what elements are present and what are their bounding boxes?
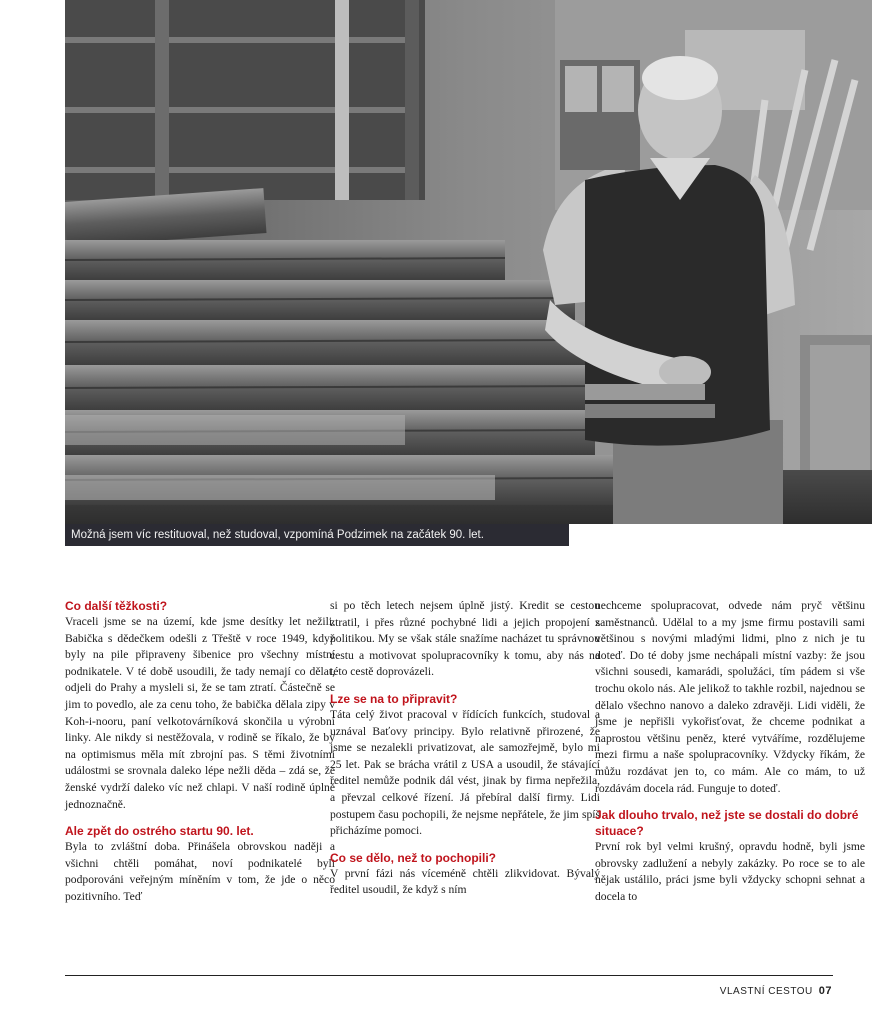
photo-caption: Možná jsem víc restituoval, než studoval, vzpomíná Podzimek na začátek 90. let. xyxy=(65,524,569,546)
page-number: 07 xyxy=(818,985,832,997)
page-footer xyxy=(720,985,832,997)
text-column-2 xyxy=(330,598,600,899)
question-heading: Lze se na to připravit? xyxy=(330,691,458,706)
question-heading: Ale zpět do ostrého startu 90. let. xyxy=(65,824,254,839)
question-heading: Jak dlouho trvalo, než jste se dostali do dobré situace? xyxy=(595,808,859,839)
answer-paragraph: si po těch letech nejsem úplně jistý. Kredit se cestou ztratil, i přes různé pochybné lidi a jejich propojení s politikou. My se však stále snažíme nacházet tu správnou cestu a motivovat spolupracovníky k tomu, aby nás na této cestě doprovázeli. xyxy=(330,599,600,679)
text-column-1 xyxy=(65,598,335,906)
section-name: VLASTNÍ CESTOU xyxy=(719,986,813,997)
question-heading: Co další těžkosti? xyxy=(65,599,168,613)
answer-paragraph: Vraceli jsme se na území, kde jsme desítky let nežili. Babička s dědečkem odešli z Třeště v roce 1949, když byly na pile připraveny šibenice pro všechny místní podnikatele. V té době usoudili, že tady nemají co dělat, odjeli do Prahy a mysleli si, že se tam ztratí. Částečně se jim to povedlo, ale za cenu toho, že babička dělala zipy v Koh-i-nooru, paní velkotovárníková skončila u výrobní linky. Ale nikdy si nestěžovala, v rodině se říkalo, že by na optimismus měla mít zbrojní pas. S těmi životními událostmi se srovnala daleko lépe nežli děda – zdá se, že ženské vydrží daleko víc než chlapi. V naší rodině úplně jednoznačně. xyxy=(65,615,335,811)
hero-photo xyxy=(65,0,872,524)
photo-man-with-timber-image xyxy=(65,0,872,524)
footer-divider xyxy=(65,975,833,976)
answer-paragraph: Byla to zvláštní doba. Přinášela obrovskou naději a všichni chtěli pomáhat, noví podnikatelé byli podporováni veřejným míněním v tom, že jde o něco pozitivního. Teď xyxy=(65,840,335,903)
answer-paragraph: První rok byl velmi krušný, opravdu hodně, byli jsme obrovsky zadlužení a nebyly zakázky. Po roce se to ale nějak ustálilo, práci jsme byli vždycky schopni sehnat a docela to xyxy=(595,840,865,903)
text-column-3 xyxy=(595,598,865,906)
answer-paragraph: nechceme spolupracovat, odvede nám pryč většinu zaměstnanců. Udělal to a my jsme firmu postavili sami většinou s novými mladými lidmi, plno z nich je tu doteď. Do té doby jsme nechápali místní vazby: že jsou všichni sousedi, kamarádi, spolužáci, tím pádem si vše trochu okolo nás. Ale jelikož to takhle rozbil, najednou se dělalo všechno nanovo a daleko zdravěji. Lidi viděli, že jsme je nepřišli vykořisťovat, že chceme podnikat a naprostou většinu peněz, které vytváříme, rozdělujeme mezi firmu a naše spolupracovníky. Vždycky říkám, že můžu rozdávat jen to, co mám. Ale co mám, to už rozdávám docela rád. Funguje to doteď. xyxy=(595,599,865,795)
question-heading: Co se dělo, než to pochopili? xyxy=(330,850,497,865)
answer-paragraph: Táta celý život pracoval v řídících funkcích, studoval a uznával Baťovy principy. Bylo relativně přirozené, že jsme se nezalekli privatizovat, ale samozřejmě, bylo mi 25 let. Pak se brácha vrátil z USA a usoudil, že stávající ředitel nemůže podnik dál vést, jinak by firma nepřežila, a převzal celkové řízení. Já přebíral další firmy. Lidi postupem času pochopili, že nejsme nepřátele, že jim spíš přicházíme pomoci. xyxy=(330,707,600,838)
answer-paragraph: V první fázi nás víceméně chtěli zlikvidovat. Bývalý ředitel usoudil, že když s ním xyxy=(330,866,600,897)
